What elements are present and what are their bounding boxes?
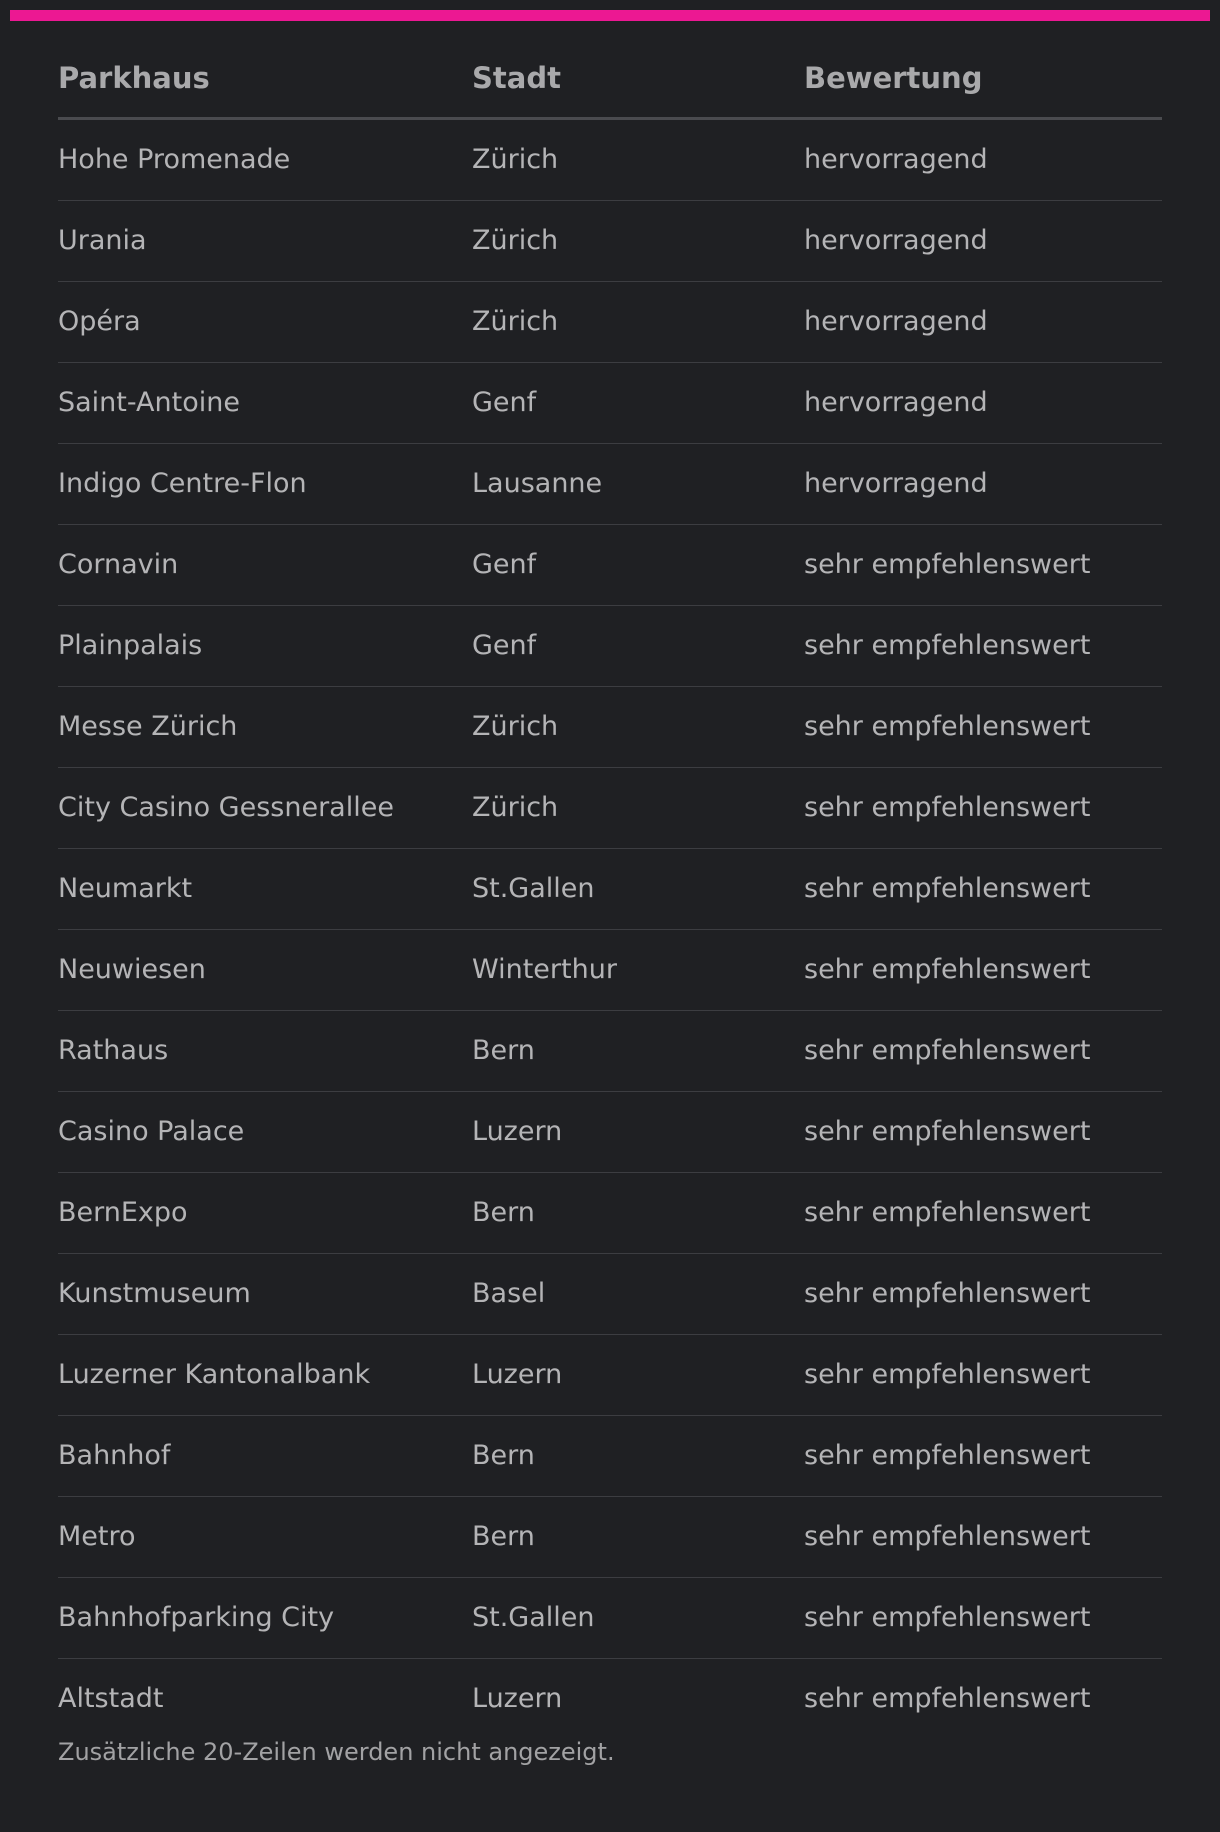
cell-stadt: St.Gallen	[472, 1577, 804, 1658]
cell-bewertung: sehr empfehlenswert	[804, 605, 1162, 686]
cell-stadt: Bern	[472, 1415, 804, 1496]
cell-parkhaus: Luzerner Kantonalbank	[58, 1334, 472, 1415]
cell-bewertung: hervorragend	[804, 118, 1162, 200]
cell-stadt: Luzern	[472, 1334, 804, 1415]
table-row	[58, 362, 1162, 443]
cell-bewertung: hervorragend	[804, 200, 1162, 281]
table-row	[58, 1172, 1162, 1253]
cell-parkhaus: Altstadt	[58, 1683, 164, 1714]
cell-stadt: Bern	[472, 1496, 804, 1577]
cell-parkhaus: Bahnhof	[58, 1415, 472, 1496]
cell-stadt: St.Gallen	[472, 848, 804, 929]
accent-bar	[10, 10, 1210, 21]
cell-stadt: Zürich	[472, 281, 804, 362]
cell-stadt: Basel	[472, 1253, 804, 1334]
cell-parkhaus: Cornavin	[58, 524, 472, 605]
table-row	[58, 1334, 1162, 1415]
cell-parkhaus: Urania	[58, 200, 472, 281]
table-body	[58, 118, 1162, 1739]
cell-bewertung: sehr empfehlenswert	[804, 1253, 1162, 1334]
table-row	[58, 281, 1162, 362]
cell-stadt: Bern	[472, 1010, 804, 1091]
column-header-stadt[interactable]: Stadt	[472, 40, 804, 118]
table-row	[58, 1415, 1162, 1496]
parking-table	[58, 40, 1162, 1739]
table-row	[58, 1091, 1162, 1172]
cell-stadt: Bern	[472, 1172, 804, 1253]
table-row	[58, 1658, 1162, 1739]
cell-parkhaus: Indigo Centre-Flon	[58, 443, 472, 524]
cell-bewertung: sehr empfehlenswert	[804, 1172, 1162, 1253]
cell-bewertung: hervorragend	[804, 362, 1162, 443]
cell-stadt: Winterthur	[472, 929, 804, 1010]
cell-parkhaus: City Casino Gessnerallee	[58, 767, 472, 848]
cell-bewertung: sehr empfehlenswert	[804, 929, 1162, 1010]
cell-stadt: Luzern	[472, 1091, 804, 1172]
column-header-parkhaus[interactable]: Parkhaus	[58, 40, 472, 118]
cell-parkhaus: Neumarkt	[58, 848, 472, 929]
cell-parkhaus: Rathaus	[58, 1010, 472, 1091]
cell-stadt: Zürich	[472, 200, 804, 281]
cell-parkhaus: Saint-Antoine	[58, 362, 472, 443]
cell-parkhaus: Kunstmuseum	[58, 1253, 472, 1334]
cell-parkhaus: Bahnhofparking City	[58, 1577, 472, 1658]
cell-stadt: Zürich	[472, 767, 804, 848]
table-row	[58, 1010, 1162, 1091]
cell-stadt: Zürich	[472, 118, 804, 200]
cell-bewertung: sehr empfehlenswert	[804, 767, 1162, 848]
cell-parkhaus: Plainpalais	[58, 605, 472, 686]
cell-bewertung: sehr empfehlenswert	[804, 1010, 1162, 1091]
cell-stadt: Zürich	[472, 686, 804, 767]
cell-parkhaus: Hohe Promenade	[58, 118, 472, 200]
column-header-bewertung[interactable]: Bewertung	[804, 40, 1162, 118]
cell-bewertung: sehr empfehlenswert	[804, 1334, 1162, 1415]
parking-table-container	[58, 40, 1162, 1739]
cell-stadt: Luzern	[472, 1683, 563, 1714]
table-header	[58, 40, 1162, 118]
cell-bewertung: sehr empfehlenswert	[804, 848, 1162, 929]
cell-parkhaus: Neuwiesen	[58, 929, 472, 1010]
header-row	[58, 40, 1162, 118]
cell-bewertung: sehr empfehlenswert	[804, 1091, 1162, 1172]
cell-bewertung: sehr empfehlenswert	[804, 1415, 1162, 1496]
cell-parkhaus: Casino Palace	[58, 1091, 472, 1172]
cell-parkhaus: Messe Zürich	[58, 686, 472, 767]
table-row	[58, 524, 1162, 605]
cell-parkhaus: BernExpo	[58, 1172, 472, 1253]
cell-bewertung: hervorragend	[804, 281, 1162, 362]
cell-bewertung: sehr empfehlenswert	[804, 524, 1162, 605]
cell-bewertung: hervorragend	[804, 443, 1162, 524]
cell-bewertung: sehr empfehlenswert	[804, 1683, 1091, 1714]
cell-stadt: Genf	[472, 605, 804, 686]
cell-bewertung: sehr empfehlenswert	[804, 686, 1162, 767]
table-row	[58, 848, 1162, 929]
cell-stadt: Genf	[472, 524, 804, 605]
cell-bewertung: sehr empfehlenswert	[804, 1496, 1162, 1577]
table-row	[58, 1577, 1162, 1658]
table-row	[58, 1496, 1162, 1577]
table-row	[58, 443, 1162, 524]
cell-stadt: Genf	[472, 362, 804, 443]
cell-parkhaus: Metro	[58, 1496, 472, 1577]
cell-stadt: Lausanne	[472, 443, 804, 524]
table-row	[58, 686, 1162, 767]
cell-parkhaus: Opéra	[58, 281, 472, 362]
hidden-rows-note: Zusätzliche 20-Zeilen werden nicht angezeigt.	[58, 1738, 615, 1766]
table-row	[58, 605, 1162, 686]
table-row	[58, 767, 1162, 848]
table-row	[58, 200, 1162, 281]
table-row	[58, 118, 1162, 200]
cell-bewertung: sehr empfehlenswert	[804, 1577, 1162, 1658]
table-row	[58, 1253, 1162, 1334]
table-row	[58, 929, 1162, 1010]
